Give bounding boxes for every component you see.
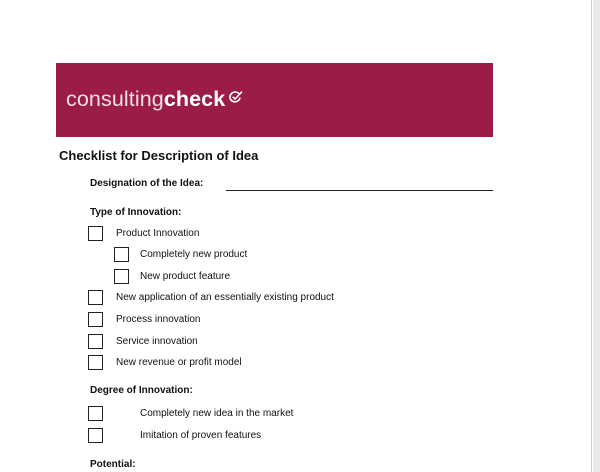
option-label: Imitation of proven features	[140, 430, 262, 441]
designation-label: Designation of the Idea:	[90, 178, 204, 189]
degree-of-innovation-heading: Degree of Innovation:	[90, 385, 193, 396]
option-label: Product Innovation	[116, 228, 200, 239]
option-label: New product feature	[140, 271, 231, 282]
potential-heading: Potential:	[90, 459, 136, 470]
option-label: New application of an essentially existing product	[116, 292, 334, 303]
viewer-gutter	[593, 0, 600, 472]
option-label: Completely new product	[140, 249, 248, 260]
checkbox-service-innovation[interactable]	[88, 334, 103, 349]
checkbox-revenue-model[interactable]	[88, 355, 103, 370]
logo-text-light: consulting	[66, 86, 164, 111]
checkbox-imitation[interactable]	[88, 428, 103, 443]
type-of-innovation-heading: Type of Innovation:	[90, 207, 182, 218]
document-title: Checklist for Description of Idea	[59, 148, 259, 163]
checkbox-completely-new-idea[interactable]	[88, 406, 103, 421]
checkbox-process-innovation[interactable]	[88, 312, 103, 327]
option-label: New revenue or profit model	[116, 357, 242, 368]
option-label: Process innovation	[116, 314, 201, 325]
check-swirl-icon	[227, 90, 243, 104]
checkbox-new-application[interactable]	[88, 290, 103, 305]
designation-input-line[interactable]	[226, 190, 493, 191]
checkbox-new-product-feature[interactable]	[114, 269, 129, 284]
logo-text-bold: check	[163, 86, 226, 111]
checkbox-completely-new-product[interactable]	[114, 247, 129, 262]
option-label: Completely new idea in the market	[140, 408, 294, 419]
checkbox-product-innovation[interactable]	[88, 226, 103, 241]
option-label: Service innovation	[116, 336, 198, 347]
brand-logo	[66, 82, 243, 116]
